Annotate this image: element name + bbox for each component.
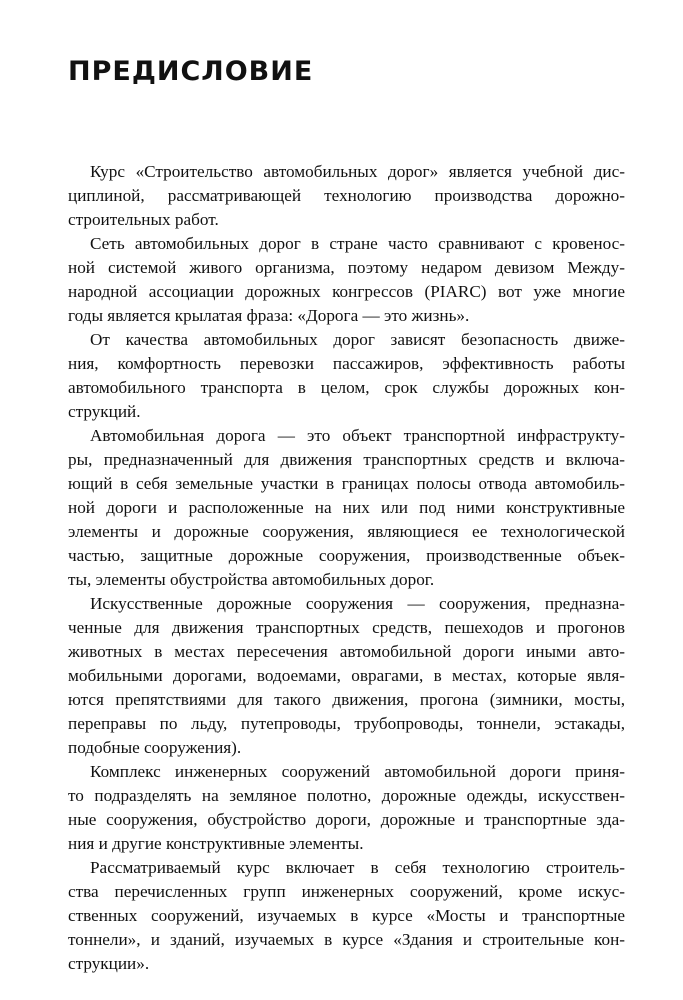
text-line: частью, защитные дорожные сооружения, производственные объек- (68, 546, 625, 565)
text-line: ния и другие конструктивные элементы. (68, 834, 364, 853)
text-line: ной дороги и расположенные на них или под ними конструктивные (68, 498, 625, 517)
text-line: ченные для движения транспортных средств, пешеходов и прогонов (68, 618, 625, 637)
text-line: ной системой живого организма, поэтому недаром девизом Между- (68, 258, 625, 277)
text-line: животных в местах пересечения автомобильной дороги иными авто- (68, 642, 625, 661)
text-line: годы является крылатая фраза: «Дорога — это жизнь». (68, 306, 470, 325)
text-line: ства перечисленных групп инженерных сооружений, кроме искус- (68, 882, 625, 901)
text-line: ющий в себя земельные участки в границах полосы отвода автомобиль- (68, 474, 625, 493)
text-line: ются препятствиями для такого движения, прогона (зимники, мосты, (68, 690, 625, 709)
text-line: Сеть автомобильных дорог в стране часто сравнивают с кровенос- (90, 234, 625, 253)
text-line: народной ассоциации дорожных конгрессов (PIARC) вот уже многие (68, 282, 625, 301)
text-line: Рассматриваемый курс включает в себя технологию строитель- (90, 858, 625, 877)
text-line: Курс «Строительство автомобильных дорог» является учебной дис- (90, 162, 625, 181)
text-line: тоннели», и зданий, изучаемых в курсе «Здания и строительные кон- (68, 930, 625, 949)
text-line: От качества автомобильных дорог зависят безопасность движе- (90, 330, 625, 349)
text-line: циплиной, рассматривающей технологию производства дорожно- (68, 186, 625, 205)
text-line: ты, элементы обустройства автомобильных дорог. (68, 570, 435, 589)
text-line: Автомобильная дорога — это объект транспортной инфраструкту- (90, 426, 625, 445)
text-line: Искусственные дорожные сооружения — сооружения, предназна- (90, 594, 625, 613)
text-line: Комплекс инженерных сооружений автомобильной дороги приня- (90, 762, 625, 781)
text-line: ры, предназначенный для движения транспортных средств и включа- (68, 450, 625, 469)
text-line: ственных сооружений, изучаемых в курсе «Мосты и транспортные (68, 906, 625, 925)
text-line: элементы и дорожные сооружения, являющиеся ее технологической (68, 522, 625, 541)
text-line: автомобильного транспорта в целом, срок службы дорожных кон- (68, 378, 625, 397)
text-line: строительных работ. (68, 210, 219, 229)
text-line: переправы по льду, путепроводы, трубопроводы, тоннели, эстакады, (68, 714, 625, 733)
text-line: ния, комфортность перевозки пассажиров, эффективность работы (68, 354, 625, 373)
text-line: струкции». (68, 954, 150, 973)
text-line: ные сооружения, обустройство дороги, дорожные и транспортные зда- (68, 810, 625, 829)
text-line: подобные сооружения). (68, 738, 242, 757)
text-line: мобильными дорогами, водоемами, оврагами, в местах, которые явля- (68, 666, 625, 685)
text-line: то подразделять на земляное полотно, дорожные одежды, искусствен- (68, 786, 625, 805)
page-title: ПРЕДИСЛОВИЕ (68, 56, 314, 87)
text-line: струкций. (68, 402, 141, 421)
